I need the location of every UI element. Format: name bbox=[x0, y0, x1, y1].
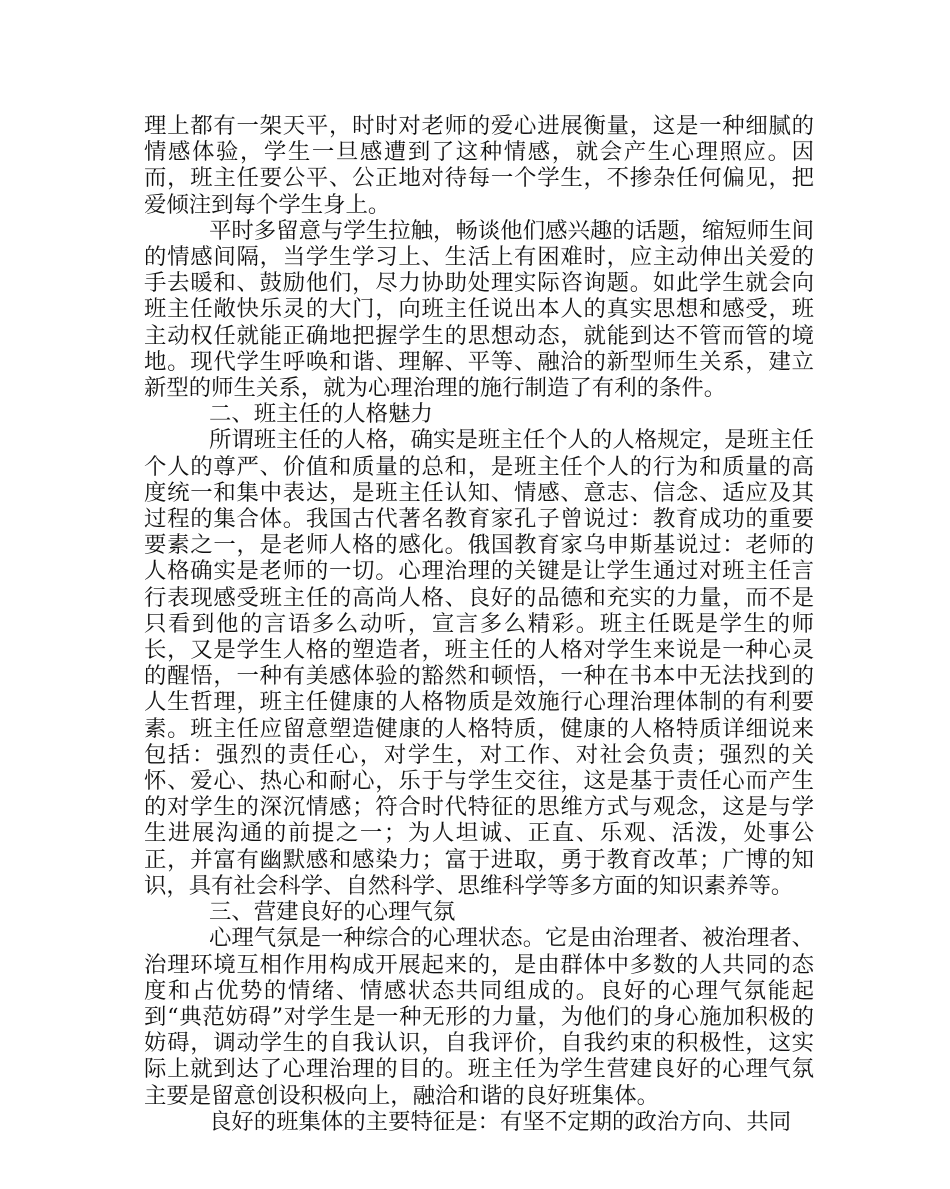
paragraph-5: 良好的班集体的主要特征是：有坚不定期的政治方向、共同 bbox=[208, 1108, 792, 1135]
paragraph-4: 心理气氛是一种综合的心理状态。它是由治理者、被治理者、治理环境互相作用构成开展起来的，是由群体中多数的人共同的态度和占优势的情绪、情感状态共同组成的。良好的心理气氛能起到“典范妨碍”对学生是一种无形的力量，为他们的身心施加积极的妨碍，调动学生的自我认识，自我评价，自我约束的积极性，这实际上就到达了心理治理的目的。班主任为学生营建良好的心理气氛主要是留意创设积极向上，融洽和谐的良好班集体。 bbox=[144, 925, 814, 1109]
paragraph-2: 平时多留意与学生拉触，畅谈他们感兴趣的话题，缩短师生间的情感间隔，当学生学习上、生活上有困难时，应主动伸出关爱的手去暖和、鼓励他们，尽力协助处理实际咨询题。如此学生就会向班主任敞快乐灵的大门，向班主任说出本人的真实思想和感受，班主动权任就能正确地把握学生的思想动态，就能到达不管而管的境地。现代学生呼唤和谐、理解、平等、融洽的新型师生关系，建立新型的师生关系，就为心理治理的施行制造了有利的条件。 bbox=[144, 217, 814, 402]
paragraph-3: 所谓班主任的人格，确实是班主任个人的人格规定，是班主任个人的尊严、价值和质量的总和，是班主任个人的行为和质量的高度统一和集中表达，是班主任认知、情感、意志、信念、适应及其过程的集合体。我国古代著名教育家孔子曾说过：教育成功的重要要素之一，是老师人格的感化。俄国教育家乌申斯基说过：老师的人格确实是老师的一切。心理治理的关键是让学生通过对班主任言行表现感受班主任的高尚人格、良好的品德和充实的力量，而不是只看到他的言语多么动听，宣言多么精彩。班主任既是学生的师长，又是学生人格的塑造者，班主任的人格对学生来说是一种心灵的醒悟，一种有美感体验的豁然和顿悟，一种在书本中无法找到的人生哲理，班主任健康的人格物质是效施行心理治理体制的有利要素。班主任应留意塑造健康的人格特质，健康的人格特质详细说来包括：强烈的责任心，对学生，对工作、对社会负责；强烈的关怀、爱心、热心和耐心，乐于与学生交往，这是基于责任心而产生的对学生的深沉情感；符合时代特征的思维方式与观念，这是与学生进展沟通的前提之一；为人坦诚、正直、乐观、活泼，处事公正，并富有幽默感和感染力；富于进取，勇于教育改革；广博的知识，具有社会科学、自然科学、思维科学等多方面的知识素养等。 bbox=[144, 427, 814, 899]
section-heading-2: 二、班主任的人格魅力 bbox=[208, 401, 433, 428]
paragraph-1: 理上都有一架天平，时时对老师的爱心进展衡量，这是一种细腻的情感体验，学生一旦感遭到了这种情感，就会产生心理照应。因而，班主任要公平、公正地对待每一个学生，不掺杂任何偏见，把爱倾注到每个学生身上。 bbox=[144, 113, 814, 218]
document-page bbox=[144, 113, 814, 1135]
section-heading-3: 三、营建良好的心理气氛 bbox=[208, 899, 456, 926]
